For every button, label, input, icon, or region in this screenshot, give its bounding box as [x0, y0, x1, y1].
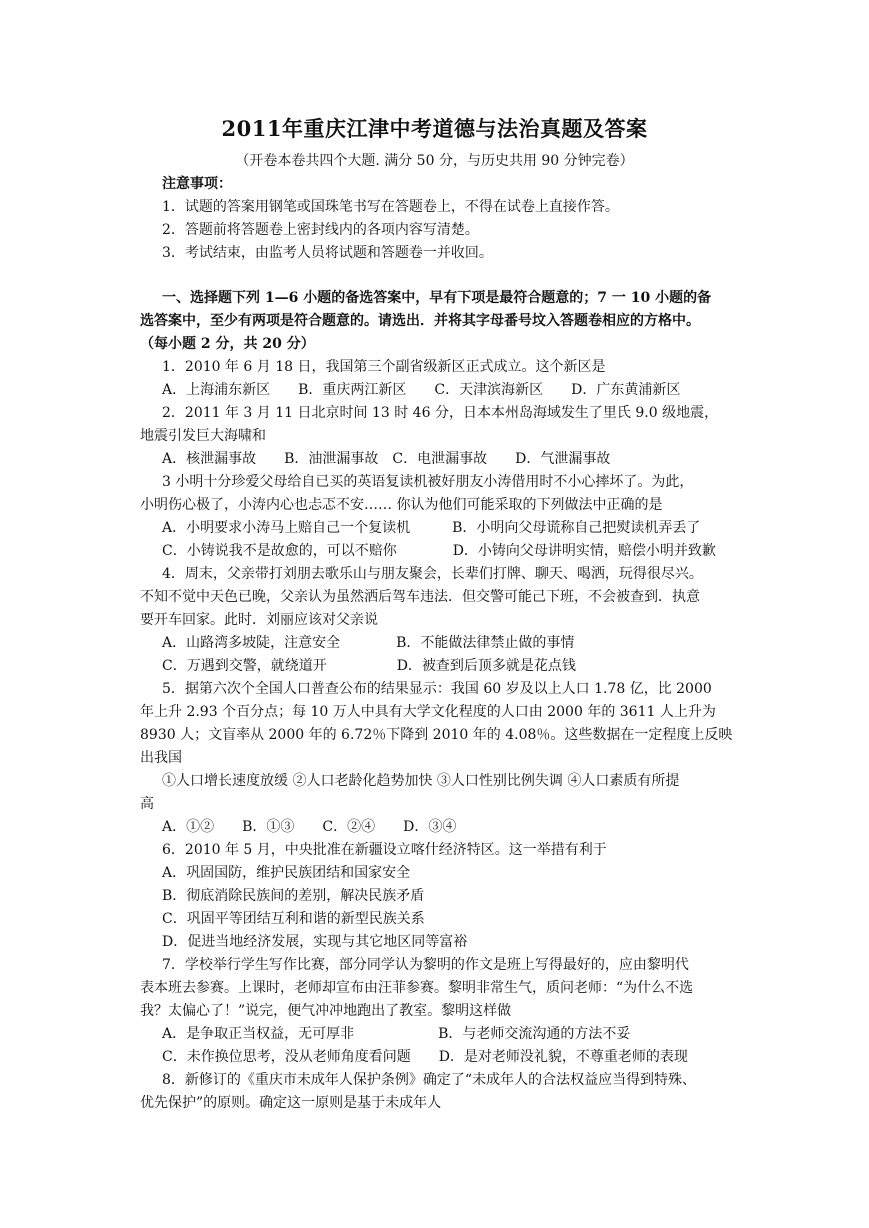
question-6-option-a: A．巩固国防，维护民族团结和国家安全 [162, 865, 411, 881]
question-5-stem-cont: 8930 人；文盲率从 2000 年的 6.72％下降到 2010 年的 4.08％。这些数据在一定程度上反映 [140, 727, 733, 743]
question-2-options: A．核泄漏事故 B．油泄漏事故 C．电泄漏事故 D．气泄漏事故 [162, 451, 611, 467]
question-4-options-ab: A．山路湾多坡陡，注意安全 B．不能做法律禁止做的事情 [162, 635, 575, 651]
question-2-stem: 2．2011 年 3 月 11 日北京时间 13 时 46 分，日本本州岛海域发生了里氏 9.0 级地震， [162, 405, 719, 421]
page-title: 2011年重庆江津中考道德与法治真题及答案 [221, 116, 648, 141]
question-4-stem-cont: 要开车回家。此时．刘丽应该对父亲说 [140, 612, 378, 628]
question-5-choices-cont: 高 [140, 796, 154, 812]
notice-item: 2．答题前将答题卷上密封线内的各项内容写清楚。 [162, 222, 479, 238]
question-6-stem: 6．2010 年 5 月，中央批准在新疆设立喀什经济特区。这一举措有利于 [162, 842, 607, 858]
question-7-options-ab: A．是争取正当权益，无可厚非 B．与老师交流沟通的方法不妥 [162, 1026, 631, 1042]
question-8-stem: 8．新修订的《重庆市未成年人保护条例》确定了“未成年人的合法权益应当得到特殊、 [162, 1072, 697, 1088]
question-8-stem-cont: 优先保护”的原则。确定这一原则是基于未成年人 [140, 1095, 442, 1111]
exam-content [140, 173, 740, 1115]
section-heading-line: 选答案中，至少有两项是符合题意的。请选出．并将其字母番号坟入答题卷相应的方格中。 [140, 313, 700, 329]
question-5-stem: 5．据第六次个全国人口普查公布的结果显示：我国 60 岁及以上人口 1.78 亿，比 2000 [162, 681, 712, 697]
spacer [140, 265, 740, 287]
question-5-options: A．①② B．①③ C．②④ D．③④ [162, 819, 457, 835]
question-7-stem-cont: 我？太偏心了！”说完，便气冲冲地跑出了教室。黎明这样做 [140, 1003, 512, 1019]
question-1-options: A．上海浦东新区 B．重庆两江新区 C．天津滨海新区 D．广东黄浦新区 [162, 382, 681, 398]
question-4-options-cd: C．万遇到交警，就绕道开 D．被查到后顶多就是花点钱 [162, 658, 576, 674]
question-5-choices: ①人口增长速度放缓 ②人口老龄化趋势加快 ③人口性别比例失调 ④人口素质有所提 [162, 773, 680, 789]
question-7-stem-cont: 表本班去参赛。上课时，老师却宣布由汪菲参赛。黎明非常生气，质问老师：“为什么不选 [140, 980, 694, 996]
notice-heading: 注意事项： [162, 176, 232, 192]
question-5-stem-cont: 年上升 2.93 个百分点；每 10 万人中具有大学文化程度的人口由 2000 年的 3611 人上升为 [140, 704, 716, 720]
notice-item: 3．考试结束，由监考人员将试题和答题卷一并收回。 [162, 245, 493, 261]
question-2-stem-cont: 地震引发巨大海啸和 [140, 428, 266, 444]
page-subtitle: （开卷本卷共四个大题. 满分 50 分，与历史共用 90 分钟完卷） [235, 153, 634, 169]
notice-item: 1．试题的答案用钢笔或国珠笔书写在答题卷上，不得在试卷上直接作答。 [162, 199, 619, 215]
question-4-stem: 4．周末，父亲带打刘朋去歌乐山与朋友聚会，长辈们打牌、聊天、喝洒，玩得很尽兴。 [162, 566, 703, 582]
question-3-stem: 3 小明十分珍爱父母给自已买的英语复读机被好朋友小涛借用时不小心摔坏了。为此， [162, 474, 694, 490]
question-6-option-b: B．彻底消除民族间的差别，解决民族矛盾 [162, 888, 425, 904]
question-3-stem-cont: 小明伤心极了，小涛内心也忐忑不安…… 你认为他们可能采取的下列做法中正确的是 [140, 497, 663, 513]
question-4-stem-cont: 不知不觉中天色已晚，父亲认为虽然洒后驾车违法．但交警可能己下班，不会被查到．执意 [140, 589, 700, 605]
question-3-options-ab: A．小明要求小涛马上赔自己一个复读机 B．小明向父母谎称自己把熨读机弄丢了 [162, 520, 701, 536]
question-3-options-cd: C．小铸说我不是故愈的，可以不赔你 D．小铸向父母讲明实情，赔偿小明并致歉 [162, 543, 716, 559]
question-1-stem: 1．2010 年 6 月 18 日，我国第三个副省级新区正式成立。这个新区是 [162, 359, 606, 375]
question-6-option-d: D．促进当地经济发展，实现与其它地区同等富裕 [162, 934, 468, 950]
question-7-options-cd: C．未作换位思考，没从老师角度看问题 D．是对老师没礼貌，不尊重老师的表现 [162, 1049, 688, 1065]
question-5-stem-cont: 出我国 [140, 750, 182, 766]
question-6-option-c: C．巩固平等团结互利和谐的新型民族关系 [162, 911, 425, 927]
section-heading-line: （每小题 2 分，共 20 分） [140, 336, 315, 352]
question-7-stem: 7．学校举行学生写作比赛，部分同学认为黎明的作文是班上写得最好的，应由黎明代 [162, 957, 689, 973]
section-heading-line: 一、选择题下列 1—6 小题的备选答案中，早有下项是最符合题意的；7 一 10 小题的备 [162, 290, 712, 306]
